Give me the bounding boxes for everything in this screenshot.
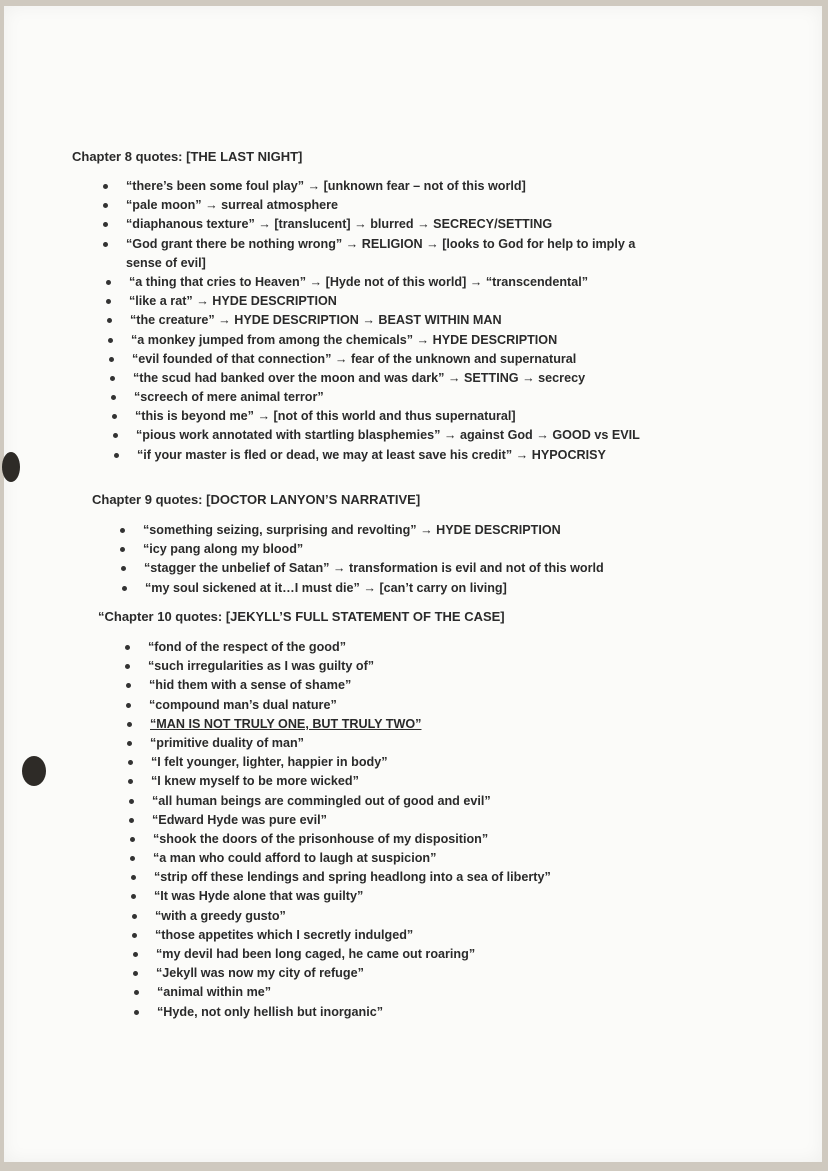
list-item: “a monkey jumped from among the chemicals” → HYDE DESCRIPTION: [131, 331, 671, 350]
list-item: “strip off these lendings and spring headlong into a sea of liberty”: [154, 868, 551, 887]
list-item: “It was Hyde alone that was guilty”: [154, 887, 551, 906]
list-item: “like a rat” → HYDE DESCRIPTION: [129, 292, 671, 311]
list-item: “compound man’s dual nature”: [149, 696, 551, 715]
chapter-8-heading: Chapter 8 quotes: [THE LAST NIGHT]: [72, 149, 303, 164]
list-item: “shook the doors of the prisonhouse of my disposition”: [153, 830, 551, 849]
list-item: “those appetites which I secretly indulged”: [155, 926, 551, 945]
list-item: “Edward Hyde was pure evil”: [152, 811, 551, 830]
chapter-8-quote-list: [126, 177, 671, 465]
list-item: “stagger the unbelief of Satan” → transformation is evil and not of this world: [144, 559, 604, 578]
chapter-9-heading: Chapter 9 quotes: [DOCTOR LANYON’S NARRATIVE]: [92, 492, 421, 507]
list-item: “the scud had banked over the moon and was dark” → SETTING → secrecy: [133, 369, 671, 388]
list-item: “my soul sickened at it…I must die” → [can’t carry on living]: [145, 579, 604, 598]
punch-hole-top: [2, 452, 20, 482]
list-item: “with a greedy gusto”: [155, 907, 551, 926]
chapter-10-heading: “Chapter 10 quotes: [JEKYLL’S FULL STATEMENT OF THE CASE]: [98, 609, 505, 624]
list-item: “primitive duality of man”: [150, 734, 551, 753]
paper-sheet: [4, 6, 822, 1162]
list-item: “icy pang along my blood”: [143, 540, 604, 559]
list-item: “screech of mere animal terror”: [134, 388, 671, 407]
list-item: “such irregularities as I was guilty of”: [148, 657, 551, 676]
list-item: “something seizing, surprising and revolting” → HYDE DESCRIPTION: [143, 521, 604, 540]
list-item: “diaphanous texture” → [translucent] → blurred → SECRECY/SETTING: [126, 215, 671, 234]
list-item: “I knew myself to be more wicked”: [151, 772, 551, 791]
list-item: “my devil had been long caged, he came out roaring”: [156, 945, 551, 964]
list-item: “a thing that cries to Heaven” → [Hyde not of this world] → “transcendental”: [129, 273, 671, 292]
list-item: “there’s been some foul play” → [unknown fear – not of this world]: [126, 177, 671, 196]
chapter-9-quote-list: [143, 521, 604, 598]
list-item: “Hyde, not only hellish but inorganic”: [157, 1003, 551, 1022]
chapter-10-quote-list: [148, 638, 551, 1022]
list-item: “God grant there be nothing wrong” → RELIGION → [looks to God for help to imply a sense of evil]: [126, 235, 671, 273]
list-item: “fond of the respect of the good”: [148, 638, 551, 657]
list-item: “evil founded of that connection” → fear of the unknown and supernatural: [132, 350, 671, 369]
list-item: “this is beyond me” → [not of this world and thus supernatural]: [135, 407, 671, 426]
punch-hole-bottom: [22, 756, 46, 786]
list-item: “a man who could afford to laugh at suspicion”: [153, 849, 551, 868]
list-item: “the creature” → HYDE DESCRIPTION → BEAST WITHIN MAN: [130, 311, 671, 330]
list-item: “if your master is fled or dead, we may at least save his credit” → HYPOCRISY: [137, 446, 671, 465]
list-item: “I felt younger, lighter, happier in body”: [151, 753, 551, 772]
list-item: “pale moon” → surreal atmosphere: [126, 196, 671, 215]
list-item: “animal within me”: [157, 983, 551, 1002]
list-item: “hid them with a sense of shame”: [149, 676, 551, 695]
list-item: “all human beings are commingled out of good and evil”: [152, 792, 551, 811]
list-item: “pious work annotated with startling blasphemies” → against God → GOOD vs EVIL: [136, 426, 671, 445]
list-item: “Jekyll was now my city of refuge”: [156, 964, 551, 983]
list-item: “MAN IS NOT TRULY ONE, BUT TRULY TWO”: [150, 715, 551, 734]
